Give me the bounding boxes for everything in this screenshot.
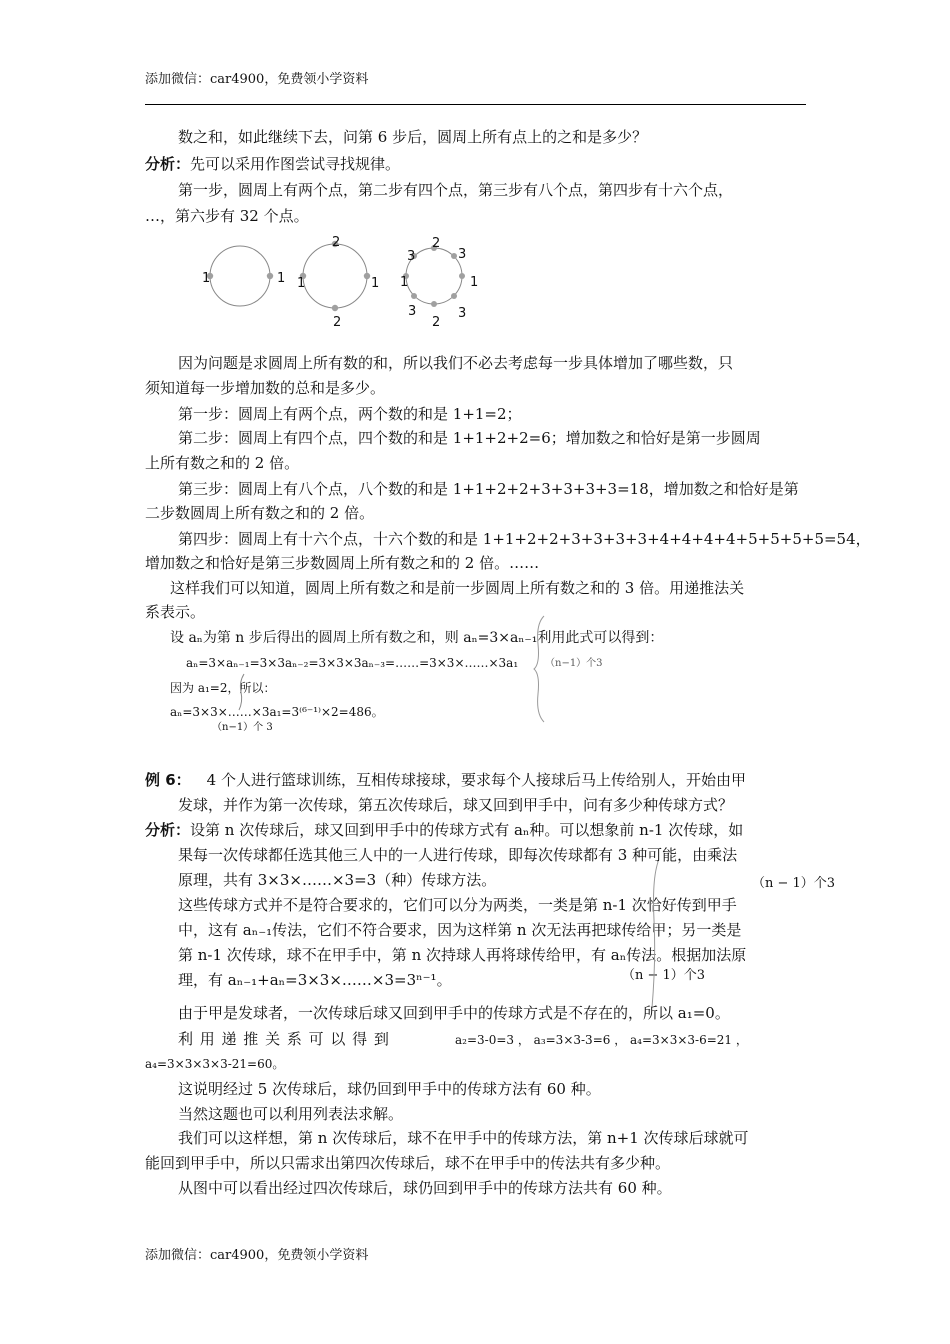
text-line: 利 用 递 推 关 系 可 以 得 到 (178, 1030, 390, 1048)
point (332, 305, 338, 311)
formula-note: （n − 1）个3 (622, 968, 706, 983)
page-footer: 添加微信：car4900，免费领小学资料 (145, 1248, 369, 1263)
formula-line: a₄=3×3×3×3-21=60。 (145, 1057, 285, 1071)
text-line: 中，这有 aₙ₋₁传法，它们不符合要求，因为这样第 n 次无法再把球传给甲；另一类是 (178, 921, 742, 939)
analysis-text: 先可以采用作图尝试寻找规律。 (190, 155, 401, 173)
formula-note: （n − 1）个3 (752, 876, 836, 891)
text-line: 上所有数之和的 2 倍。 (145, 454, 300, 472)
text-line: 能回到甲手中，所以只需求出第四次传球后，球不在甲手中的传法共有多少种。 (145, 1154, 671, 1172)
point (364, 273, 370, 279)
text-line: 这说明经过 5 次传球后，球仍回到甲手中的传球方法有 60 种。 (178, 1080, 601, 1098)
text-line: 从图中可以看出经过四次传球后，球仍回到甲手中的传球方法共有 60 种。 (178, 1179, 672, 1197)
text-line: 我们可以这样想，第 n 次传球后，球不在甲手中的传球方法，第 n+1 次传球后球就可 (178, 1129, 749, 1147)
point (459, 273, 465, 279)
header-rule (145, 104, 806, 105)
text-line: 系表示。 (145, 603, 206, 621)
text-line: 增加数之和恰好是第三步数圆周上所有数之和的 2 倍。…… (145, 554, 540, 572)
circle-step3 (400, 236, 478, 330)
text-line: 第一步，圆周上有两个点，第二步有四个点，第三步有八个点，第四步有十六个点， (178, 181, 734, 199)
text-line: 当然这题也可以利用列表法求解。 (178, 1105, 404, 1123)
formula-line: 设 aₙ为第 n 步后得出的圆周上所有数之和，则 aₙ=3×aₙ₋₁利用此式可以得到： (170, 630, 664, 646)
point (267, 273, 273, 279)
point-label: 1 (470, 275, 479, 290)
point-label: 3 (408, 304, 417, 319)
brace-mark (530, 614, 550, 724)
example-label: 例 6： (145, 771, 191, 789)
point-label: 2 (432, 236, 441, 251)
point-label: 2 (432, 315, 441, 330)
text-line: 须知道每一步增加数的总和是多少。 (145, 379, 386, 397)
text-line: 由于甲是发球者，一次传球后球又回到甲手中的传球方式是不存在的，所以 a₁=0。 (178, 1004, 730, 1022)
point-label: 3 (407, 249, 416, 264)
brace-mark (648, 860, 662, 1010)
example-line (145, 770, 746, 790)
analysis-line (145, 820, 743, 840)
analysis-line (145, 154, 400, 174)
point-label: 2 (332, 235, 341, 250)
point-label: 1 (400, 275, 409, 290)
text-line: 第二步：圆周上有四个点，四个数的和是 1+1+2+2=6；增加数之和恰好是第一步圆周 (178, 429, 761, 447)
formula-note: （n−1）个 3 (212, 722, 273, 733)
analysis-text: 设第 n 次传球后，球又回到甲手中的传球方式有 aₙ种。可以想象前 n-1 次传球，如 (190, 821, 744, 839)
point (431, 301, 437, 307)
point-label: 3 (458, 306, 467, 321)
point-label: 1 (277, 271, 286, 286)
text-line: 发球，并作为第一次传球，第五次传球后，球又回到甲手中，问有多少种传球方式？ (178, 796, 734, 814)
point-label: 1 (202, 271, 211, 286)
analysis-label: 分析： (145, 155, 191, 173)
text-line: 第四步：圆周上有十六个点，十六个数的和是 1+1+2+2+3+3+3+3+4+4+4+4+5+5+5+5=54， (178, 530, 871, 548)
circle-figure (190, 232, 510, 332)
point-label: 1 (297, 276, 306, 291)
text-line: 原理，共有 3×3×……×3=3（种）传球方法。 (178, 871, 497, 889)
analysis-label: 分析： (145, 821, 191, 839)
text-line: 因为问题是求圆周上所有数的和，所以我们不必去考虑每一步具体增加了哪些数，只 (178, 354, 734, 372)
text-line: 二步数圆周上所有数之和的 2 倍。 (145, 504, 375, 522)
example-text: 4 个人进行篮球训练，互相传球接球，要求每个人接球后马上传给别人，开始由甲 (206, 771, 746, 789)
circle-step1 (202, 246, 285, 306)
point-label: 2 (333, 315, 342, 330)
text-line: 第三步：圆周上有八个点，八个数的和是 1+1+2+2+3+3+3+3=18，增加数之和恰好是第 (178, 480, 799, 498)
circle-step2 (297, 235, 379, 330)
text-line: 数之和，如此继续下去，问第 6 步后，圆周上所有点上的之和是多少？ (178, 128, 648, 146)
page-header: 添加微信：car4900，免费领小学资料 (145, 72, 369, 87)
text-line: 第一步：圆周上有两个点，两个数的和是 1+1=2； (178, 405, 522, 423)
text-line: 这样我们可以知道，圆周上所有数之和是前一步圆周上所有数之和的 3 倍。用递推法关 (170, 579, 745, 597)
point (451, 293, 457, 299)
formula-line: aₙ=3×aₙ₋₁=3×3aₙ₋₂=3×3×3aₙ₋₃=……=3×3×……×3a₁ (186, 656, 519, 670)
point-label: 1 (371, 276, 380, 291)
point (451, 253, 457, 259)
point-label: 3 (458, 247, 467, 262)
formula-note: （n−1）个3 (545, 658, 603, 669)
text-line: 这些传球方式并不是符合要求的，它们可以分为两类，一类是第 n-1 次恰好传到甲手 (178, 896, 737, 914)
formula-line: aₙ=3×3×……×3a₁=3⁽⁶⁻¹⁾×2=486。 (170, 705, 384, 719)
point (411, 293, 417, 299)
formula-line: 因为 a₁=2，所以： (170, 681, 276, 695)
text-line: 理，有 aₙ₋₁+aₙ=3×3×……×3=3ⁿ⁻¹。 (178, 971, 452, 989)
text-line: …，第六步有 32 个点。 (145, 207, 309, 225)
text-line: 第 n-1 次传球，球不在甲手中，第 n 次持球人再将球传给甲，有 aₙ传法。根据加法原 (178, 946, 747, 964)
text-line: 果每一次传球都任选其他三人中的一人进行传球，即每次传球都有 3 种可能，由乘法 (178, 846, 738, 864)
formula-line: a₂=3-0=3 ， a₃=3×3-3=6 ， a₄=3×3×3-6=21 ， (455, 1033, 748, 1047)
